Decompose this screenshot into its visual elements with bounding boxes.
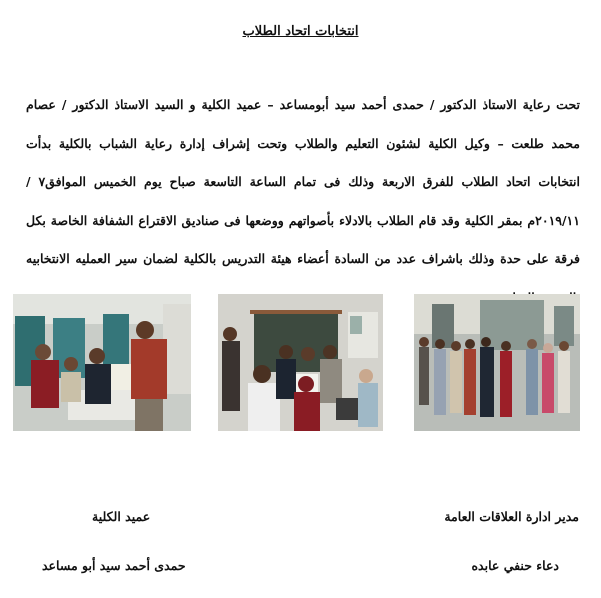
ballot-box-photo — [218, 294, 383, 431]
group-photo — [414, 294, 580, 431]
signature-right-role: مدير ادارة العلاقات العامة — [444, 509, 579, 524]
body-paragraph: تحت رعاية الاستاذ الدكتور / حمدى أحمد سيد أبومساعد – عميد الكلية و السيد الاستاذ الدكتور / عصام محمد طلعت – وكيل الكلية لشئون التعليم والطلاب وتحت إشراف إدارة رعاية الشباب بالكلية بدأت انتخابات اتحاد الطلاب للفرق الاربعة وذلك فى تمام الساعة التاسعة صباح يوم الخميس الموافق٧ /٢٠١٩/١١م بمقر الكلية وقد قام الطلاب بالادلاء بأصواتهم ووضعها فى صناديق الاقتراع الشفافة الخاصة بكل فرقة على حدة وذلك باشراف عدد من السادة أعضاء هيئة التدريس بالكلية لضمان سير العمليه الانتخابيه — [26, 97, 580, 266]
voting-room-photo — [13, 294, 191, 431]
document-title: انتخابات اتحاد الطلاب — [242, 24, 359, 39]
signature-left-role: عميد الكلية — [92, 509, 151, 524]
signature-right-name: دعاء حنفي عابده — [471, 558, 559, 573]
signature-left-name: حمدى أحمد سيد أبو مساعد — [42, 558, 186, 573]
